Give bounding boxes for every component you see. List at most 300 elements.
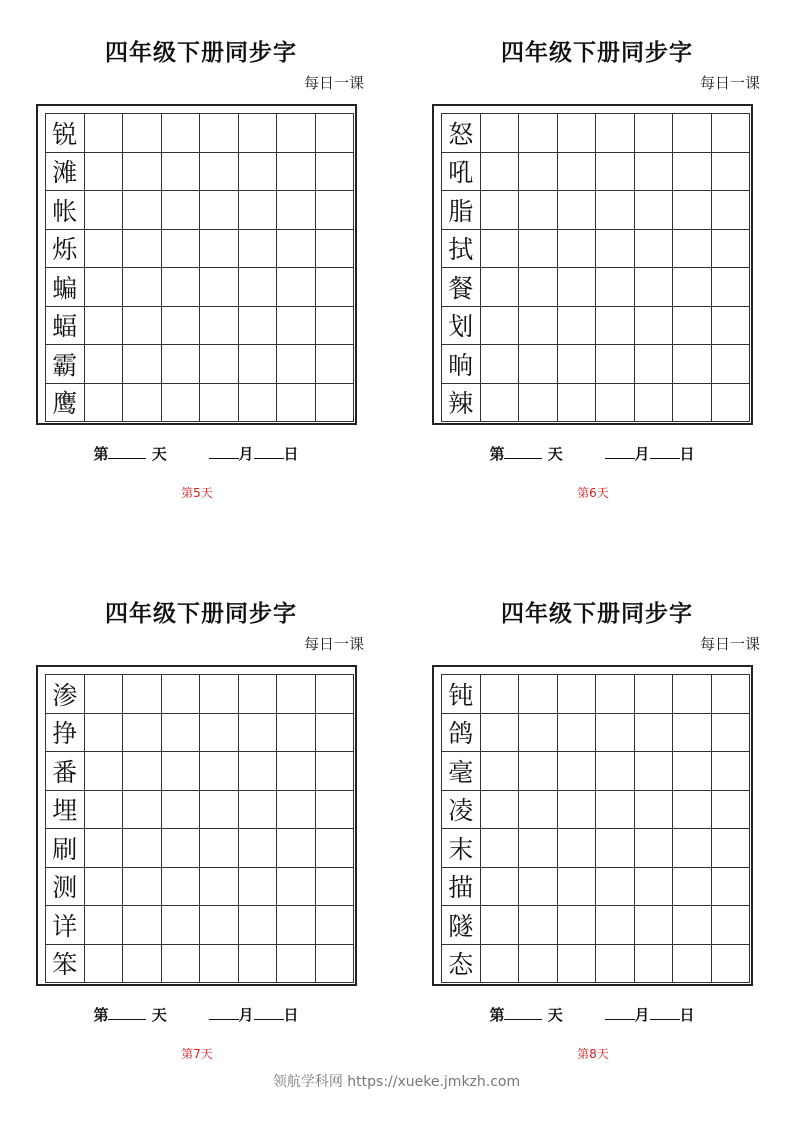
practice-cell: [316, 752, 355, 791]
practice-cell: [481, 906, 520, 945]
practice-cell: [558, 268, 597, 307]
practice-cell: [85, 230, 124, 269]
worksheet-card: [36, 561, 366, 1061]
practice-cell: [558, 945, 597, 984]
practice-cell: [673, 829, 712, 868]
practice-cell: [712, 384, 751, 423]
practice-cell: [519, 791, 558, 830]
practice-cell: [277, 675, 316, 714]
date-ri: 日: [679, 445, 695, 463]
practice-cell: [85, 114, 124, 153]
practice-cell: [239, 906, 278, 945]
practice-cell: [673, 230, 712, 269]
model-character: 餐: [442, 268, 481, 307]
practice-grid-frame: [432, 665, 753, 986]
practice-cell: [558, 307, 597, 346]
model-character: 吼: [442, 153, 481, 192]
practice-cell: [519, 384, 558, 423]
practice-cell: [558, 153, 597, 192]
practice-cell: [519, 675, 558, 714]
practice-cell: [673, 868, 712, 907]
practice-cell: [596, 345, 635, 384]
practice-cell: [239, 153, 278, 192]
card-title: 四年级下册同步字: [501, 39, 693, 66]
day-label: 第5天: [181, 486, 213, 500]
practice-cell: [123, 114, 162, 153]
practice-cell: [596, 675, 635, 714]
practice-cell: [162, 752, 201, 791]
practice-cell: [200, 675, 239, 714]
model-character: 辣: [442, 384, 481, 423]
model-character: 怒: [442, 114, 481, 153]
practice-cell: [558, 345, 597, 384]
footer-watermark: 领航学科网 https://xueke.jmkzh.com: [272, 1074, 521, 1090]
date-di: 第: [489, 445, 505, 463]
practice-cell: [85, 906, 124, 945]
practice-cell: [558, 384, 597, 423]
practice-cell: [123, 906, 162, 945]
practice-cell: [123, 153, 162, 192]
practice-cell: [162, 868, 201, 907]
practice-cell: [558, 868, 597, 907]
practice-grid-frame: [432, 104, 753, 425]
practice-cell: [635, 906, 674, 945]
practice-cell: [596, 191, 635, 230]
practice-cell: [635, 345, 674, 384]
model-character: 埋: [46, 791, 85, 830]
model-character: 帐: [46, 191, 85, 230]
practice-cell: [277, 191, 316, 230]
practice-cell: [558, 675, 597, 714]
practice-cell: [162, 114, 201, 153]
card-subtitle: 每日一课: [699, 635, 760, 653]
month-blank: [209, 446, 239, 459]
day-blank: [108, 446, 146, 459]
practice-cell: [558, 906, 597, 945]
card-subtitle: 每日一课: [303, 74, 364, 92]
practice-cell: [200, 752, 239, 791]
practice-cell: [123, 384, 162, 423]
practice-cell: [277, 791, 316, 830]
practice-cell: [481, 307, 520, 346]
practice-cell: [85, 191, 124, 230]
card-subtitle: 每日一课: [303, 635, 364, 653]
practice-cell: [673, 384, 712, 423]
practice-cell: [635, 384, 674, 423]
practice-cell: [712, 191, 751, 230]
practice-cell: [277, 868, 316, 907]
practice-cell: [673, 191, 712, 230]
practice-cell: [558, 791, 597, 830]
practice-cell: [162, 829, 201, 868]
practice-cell: [200, 906, 239, 945]
practice-grid: [45, 674, 354, 983]
practice-cell: [200, 791, 239, 830]
practice-cell: [712, 906, 751, 945]
practice-cell: [481, 114, 520, 153]
model-character: 详: [46, 906, 85, 945]
practice-cell: [277, 345, 316, 384]
practice-cell: [123, 230, 162, 269]
practice-cell: [712, 114, 751, 153]
practice-cell: [519, 230, 558, 269]
month-blank: [605, 1007, 635, 1020]
day-of-month-blank: [650, 1007, 680, 1020]
practice-cell: [200, 268, 239, 307]
practice-cell: [162, 230, 201, 269]
practice-cell: [673, 268, 712, 307]
practice-cell: [200, 868, 239, 907]
practice-cell: [162, 714, 201, 753]
date-line: [36, 443, 356, 464]
practice-cell: [239, 307, 278, 346]
practice-cell: [673, 153, 712, 192]
practice-cell: [200, 114, 239, 153]
practice-grid: [441, 113, 750, 422]
practice-cell: [519, 752, 558, 791]
practice-cell: [635, 829, 674, 868]
date-di: 第: [489, 1006, 505, 1024]
model-character: 钝: [442, 675, 481, 714]
practice-cell: [481, 675, 520, 714]
practice-cell: [85, 345, 124, 384]
practice-cell: [123, 752, 162, 791]
practice-cell: [712, 153, 751, 192]
card-title: 四年级下册同步字: [105, 600, 297, 627]
practice-cell: [596, 114, 635, 153]
practice-cell: [635, 153, 674, 192]
practice-cell: [85, 384, 124, 423]
practice-grid: [441, 674, 750, 983]
practice-cell: [85, 675, 124, 714]
model-character: 笨: [46, 945, 85, 984]
practice-cell: [200, 153, 239, 192]
practice-cell: [558, 714, 597, 753]
practice-cell: [635, 191, 674, 230]
practice-cell: [481, 829, 520, 868]
model-character: 脂: [442, 191, 481, 230]
date-line: [432, 443, 752, 464]
practice-cell: [316, 114, 355, 153]
practice-cell: [635, 675, 674, 714]
practice-cell: [85, 868, 124, 907]
practice-cell: [277, 714, 316, 753]
date-line: [432, 1004, 752, 1025]
practice-cell: [316, 384, 355, 423]
day-label: 第7天: [181, 1047, 213, 1061]
practice-cell: [596, 153, 635, 192]
practice-cell: [635, 268, 674, 307]
practice-cell: [481, 230, 520, 269]
practice-cell: [85, 307, 124, 346]
practice-cell: [239, 829, 278, 868]
day-of-month-blank: [254, 1007, 284, 1020]
practice-cell: [162, 791, 201, 830]
practice-cell: [277, 945, 316, 984]
month-blank: [209, 1007, 239, 1020]
date-di: 第: [93, 1006, 109, 1024]
practice-cell: [519, 191, 558, 230]
practice-cell: [673, 906, 712, 945]
model-character: 凌: [442, 791, 481, 830]
practice-cell: [519, 153, 558, 192]
practice-cell: [712, 230, 751, 269]
practice-cell: [481, 868, 520, 907]
practice-cell: [123, 791, 162, 830]
practice-cell: [239, 752, 278, 791]
practice-cell: [162, 675, 201, 714]
model-character: 划: [442, 307, 481, 346]
model-character: 毫: [442, 752, 481, 791]
model-character: 烁: [46, 230, 85, 269]
practice-cell: [712, 307, 751, 346]
practice-grid: [45, 113, 354, 422]
practice-cell: [277, 829, 316, 868]
practice-cell: [596, 268, 635, 307]
practice-cell: [200, 345, 239, 384]
practice-cell: [277, 268, 316, 307]
practice-cell: [712, 945, 751, 984]
practice-cell: [239, 268, 278, 307]
card-subtitle: 每日一课: [699, 74, 760, 92]
practice-cell: [481, 191, 520, 230]
practice-cell: [558, 829, 597, 868]
practice-cell: [123, 675, 162, 714]
practice-cell: [162, 384, 201, 423]
practice-cell: [596, 829, 635, 868]
model-character: 描: [442, 868, 481, 907]
day-of-month-blank: [254, 446, 284, 459]
practice-cell: [200, 307, 239, 346]
practice-cell: [85, 791, 124, 830]
model-character: 鸽: [442, 714, 481, 753]
practice-cell: [673, 345, 712, 384]
practice-cell: [316, 268, 355, 307]
practice-cell: [85, 268, 124, 307]
day-label: 第6天: [577, 486, 609, 500]
practice-cell: [712, 345, 751, 384]
practice-cell: [481, 714, 520, 753]
date-yue: 月: [238, 1006, 254, 1024]
practice-cell: [481, 384, 520, 423]
date-tian: 天: [547, 1006, 563, 1024]
practice-cell: [519, 868, 558, 907]
practice-cell: [712, 752, 751, 791]
date-yue: 月: [238, 445, 254, 463]
worksheet-card: [432, 561, 762, 1061]
practice-cell: [316, 829, 355, 868]
practice-cell: [123, 191, 162, 230]
practice-cell: [200, 230, 239, 269]
practice-cell: [558, 114, 597, 153]
practice-cell: [519, 714, 558, 753]
model-character: 渗: [46, 675, 85, 714]
practice-cell: [123, 829, 162, 868]
practice-cell: [596, 307, 635, 346]
practice-cell: [200, 829, 239, 868]
practice-cell: [481, 945, 520, 984]
practice-cell: [123, 307, 162, 346]
practice-cell: [85, 714, 124, 753]
practice-cell: [277, 384, 316, 423]
practice-cell: [239, 384, 278, 423]
practice-cell: [277, 230, 316, 269]
practice-cell: [316, 791, 355, 830]
day-of-month-blank: [650, 446, 680, 459]
practice-cell: [596, 752, 635, 791]
practice-cell: [200, 945, 239, 984]
practice-cell: [596, 868, 635, 907]
practice-cell: [123, 268, 162, 307]
practice-cell: [316, 345, 355, 384]
practice-cell: [558, 752, 597, 791]
practice-cell: [519, 945, 558, 984]
practice-cell: [162, 307, 201, 346]
practice-cell: [239, 945, 278, 984]
practice-cell: [635, 945, 674, 984]
date-line: [36, 1004, 356, 1025]
practice-cell: [85, 829, 124, 868]
worksheet-card: [432, 0, 762, 500]
model-character: 霸: [46, 345, 85, 384]
practice-cell: [635, 114, 674, 153]
worksheet-card: [36, 0, 366, 500]
model-character: 晌: [442, 345, 481, 384]
practice-cell: [123, 868, 162, 907]
practice-cell: [673, 752, 712, 791]
model-character: 锐: [46, 114, 85, 153]
practice-cell: [712, 714, 751, 753]
model-character: 番: [46, 752, 85, 791]
practice-cell: [239, 114, 278, 153]
day-blank: [504, 446, 542, 459]
practice-cell: [519, 307, 558, 346]
month-blank: [605, 446, 635, 459]
date-ri: 日: [283, 1006, 299, 1024]
practice-cell: [712, 268, 751, 307]
practice-cell: [200, 191, 239, 230]
practice-cell: [162, 945, 201, 984]
practice-cell: [316, 230, 355, 269]
practice-cell: [162, 268, 201, 307]
practice-cell: [558, 191, 597, 230]
practice-cell: [635, 791, 674, 830]
practice-grid-frame: [36, 665, 357, 986]
practice-cell: [519, 268, 558, 307]
practice-cell: [712, 868, 751, 907]
practice-cell: [239, 791, 278, 830]
model-character: 拭: [442, 230, 481, 269]
practice-cell: [239, 868, 278, 907]
practice-cell: [712, 829, 751, 868]
model-character: 挣: [46, 714, 85, 753]
practice-cell: [596, 714, 635, 753]
practice-cell: [673, 714, 712, 753]
model-character: 鹰: [46, 384, 85, 423]
model-character: 滩: [46, 153, 85, 192]
practice-cell: [85, 153, 124, 192]
date-tian: 天: [151, 445, 167, 463]
practice-cell: [519, 829, 558, 868]
practice-cell: [316, 868, 355, 907]
practice-cell: [162, 191, 201, 230]
practice-cell: [85, 752, 124, 791]
practice-cell: [277, 114, 316, 153]
practice-cell: [712, 675, 751, 714]
practice-cell: [85, 945, 124, 984]
practice-cell: [123, 345, 162, 384]
practice-cell: [712, 791, 751, 830]
practice-cell: [162, 153, 201, 192]
practice-cell: [596, 945, 635, 984]
practice-cell: [596, 384, 635, 423]
date-yue: 月: [634, 1006, 650, 1024]
practice-cell: [277, 906, 316, 945]
practice-cell: [596, 906, 635, 945]
practice-cell: [519, 114, 558, 153]
model-character: 蝙: [46, 268, 85, 307]
practice-cell: [123, 714, 162, 753]
date-ri: 日: [283, 445, 299, 463]
practice-cell: [481, 345, 520, 384]
practice-cell: [239, 714, 278, 753]
practice-cell: [316, 675, 355, 714]
practice-cell: [316, 307, 355, 346]
practice-cell: [239, 230, 278, 269]
practice-cell: [239, 345, 278, 384]
practice-cell: [596, 791, 635, 830]
practice-cell: [519, 345, 558, 384]
model-character: 末: [442, 829, 481, 868]
practice-cell: [277, 307, 316, 346]
model-character: 蝠: [46, 307, 85, 346]
day-blank: [108, 1007, 146, 1020]
date-ri: 日: [679, 1006, 695, 1024]
practice-cell: [596, 230, 635, 269]
practice-cell: [316, 153, 355, 192]
practice-cell: [481, 153, 520, 192]
practice-cell: [200, 384, 239, 423]
card-title: 四年级下册同步字: [105, 39, 297, 66]
practice-cell: [162, 906, 201, 945]
practice-cell: [673, 675, 712, 714]
practice-grid-frame: [36, 104, 357, 425]
practice-cell: [481, 752, 520, 791]
model-character: 刷: [46, 829, 85, 868]
day-blank: [504, 1007, 542, 1020]
practice-cell: [239, 191, 278, 230]
date-di: 第: [93, 445, 109, 463]
card-title: 四年级下册同步字: [501, 600, 693, 627]
practice-cell: [635, 752, 674, 791]
practice-cell: [316, 191, 355, 230]
practice-cell: [239, 675, 278, 714]
day-label: 第8天: [577, 1047, 609, 1061]
practice-cell: [277, 752, 316, 791]
practice-cell: [162, 345, 201, 384]
practice-cell: [481, 268, 520, 307]
practice-cell: [558, 230, 597, 269]
practice-cell: [200, 714, 239, 753]
date-tian: 天: [547, 445, 563, 463]
practice-cell: [481, 791, 520, 830]
practice-cell: [673, 945, 712, 984]
practice-cell: [316, 945, 355, 984]
practice-cell: [635, 868, 674, 907]
model-character: 隧: [442, 906, 481, 945]
date-tian: 天: [151, 1006, 167, 1024]
practice-cell: [635, 307, 674, 346]
